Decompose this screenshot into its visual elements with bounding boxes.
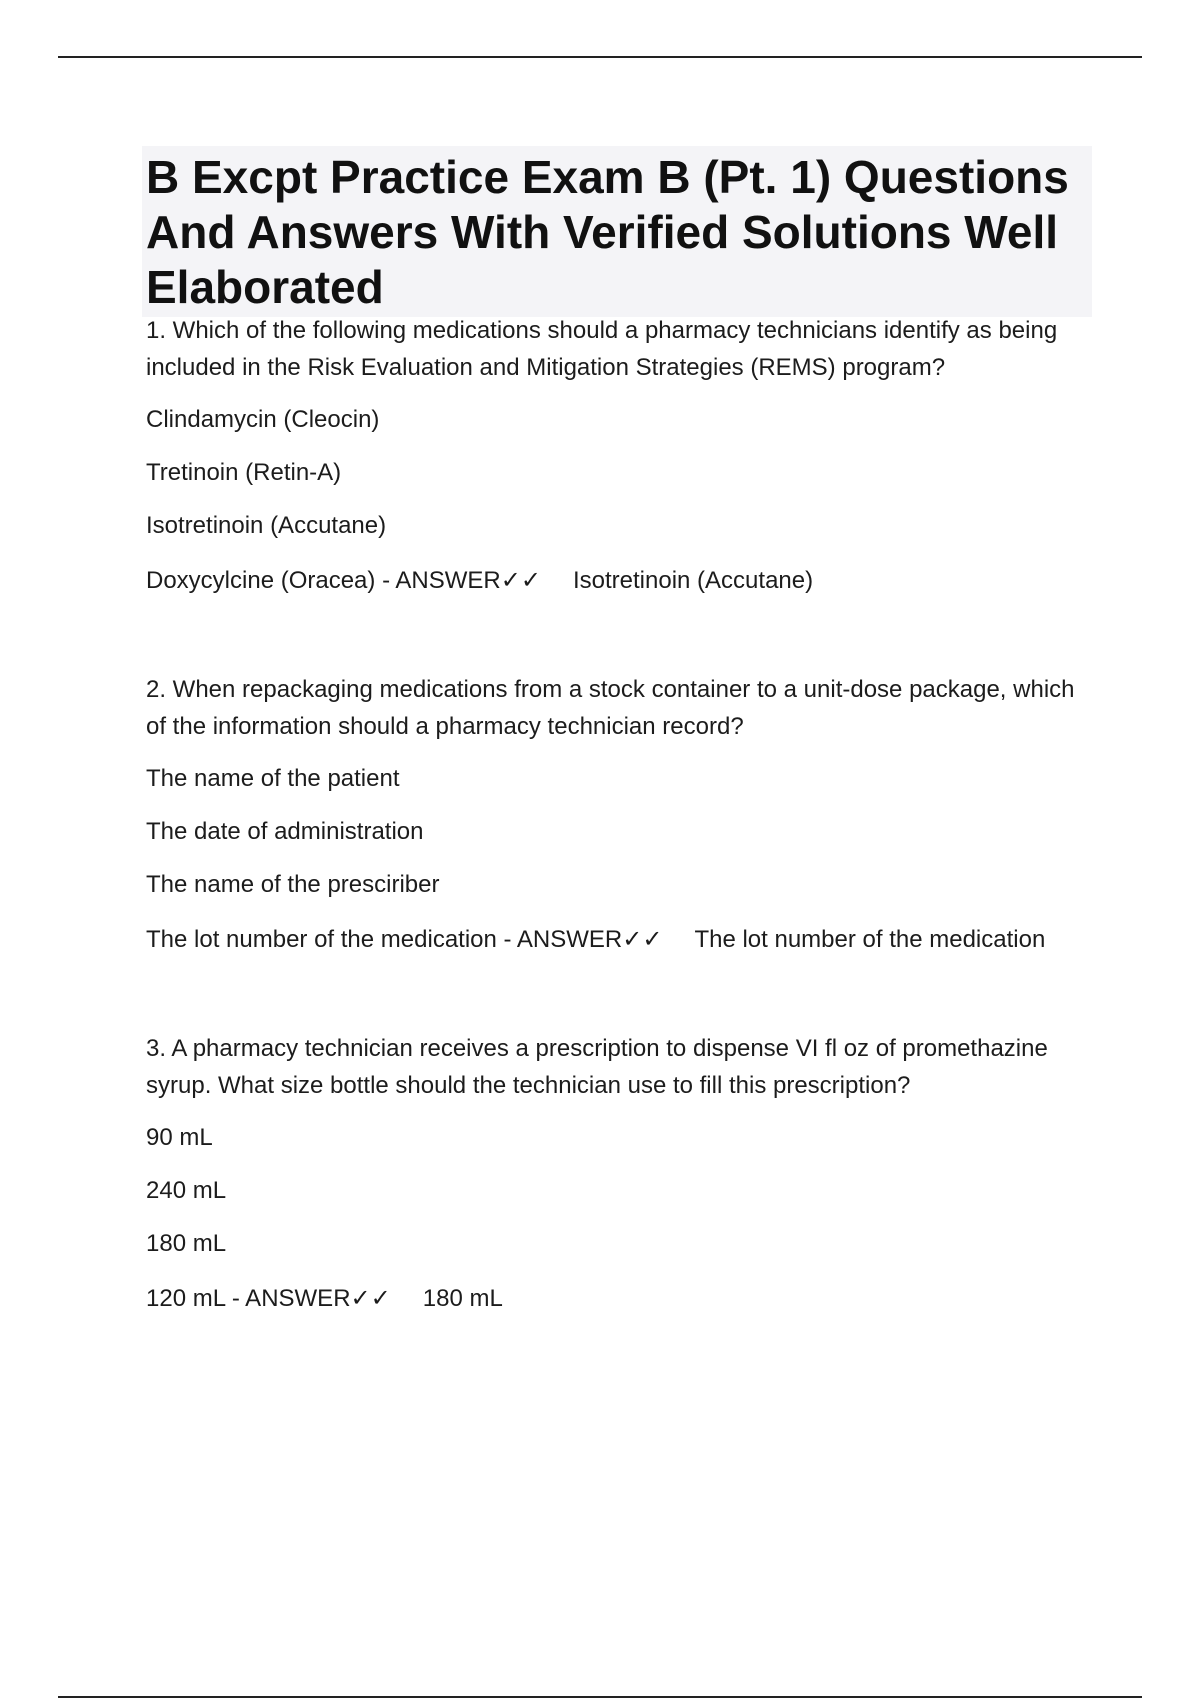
answer-marker: - ANSWER	[503, 926, 623, 953]
question-text: 1. Which of the following medications should a pharmacy technicians identify as being included in the Risk Evaluation and Mitigation Strategies (REMS) program?	[146, 317, 1058, 381]
answer-marker: - ANSWER	[382, 567, 501, 594]
title-banner	[142, 146, 1092, 317]
correct-answer: 180 mL	[422, 1285, 503, 1312]
double-check-icon: ✓✓	[350, 1285, 391, 1312]
answer-marker: - ANSWER	[231, 1285, 351, 1312]
answer-option: 240 mL	[146, 1177, 227, 1204]
question-text: 2. When repackaging medications from a stock container to a unit-dose package, which of the information should a pharmacy technician record?	[146, 676, 1075, 740]
answer-line	[146, 562, 1096, 599]
double-check-icon: ✓✓	[622, 926, 663, 953]
answer-option: 180 mL	[146, 1230, 227, 1257]
answer-option: Isotretinoin (Accutane)	[146, 512, 387, 539]
question-list	[146, 312, 1096, 1317]
answer-option: The lot number of the medication	[146, 926, 497, 953]
answer-option: Clindamycin (Cleocin)	[146, 406, 380, 433]
correct-answer: The lot number of the medication	[694, 926, 1046, 953]
answer-option: Doxycylcine (Oracea)	[146, 567, 376, 594]
answer-line	[146, 921, 1096, 958]
header-rule	[58, 56, 1142, 58]
question-text: 3. A pharmacy technician receives a prescription to dispense VI fl oz of promethazine syrup. What size bottle should the technician use to fill this prescription?	[146, 1035, 1048, 1099]
question-block-2	[146, 671, 1096, 958]
question-block-1	[146, 312, 1096, 599]
answer-option: The date of administration	[146, 818, 424, 845]
footer-rule	[58, 1696, 1142, 1698]
question-block-3	[146, 1030, 1096, 1317]
answer-option: 90 mL	[146, 1124, 213, 1151]
page-title: B Excpt Practice Exam B (Pt. 1) Questions And Answers With Verified Solutions Well Elaborated	[146, 151, 1069, 313]
correct-answer: Isotretinoin (Accutane)	[572, 567, 814, 594]
answer-line	[146, 1280, 1096, 1317]
answer-option: Tretinoin (Retin-A)	[146, 459, 342, 486]
answer-option: The name of the patient	[146, 765, 400, 792]
answer-option: 120 mL	[146, 1285, 226, 1312]
answer-option: The name of the presciriber	[146, 871, 440, 898]
double-check-icon: ✓✓	[500, 567, 541, 594]
